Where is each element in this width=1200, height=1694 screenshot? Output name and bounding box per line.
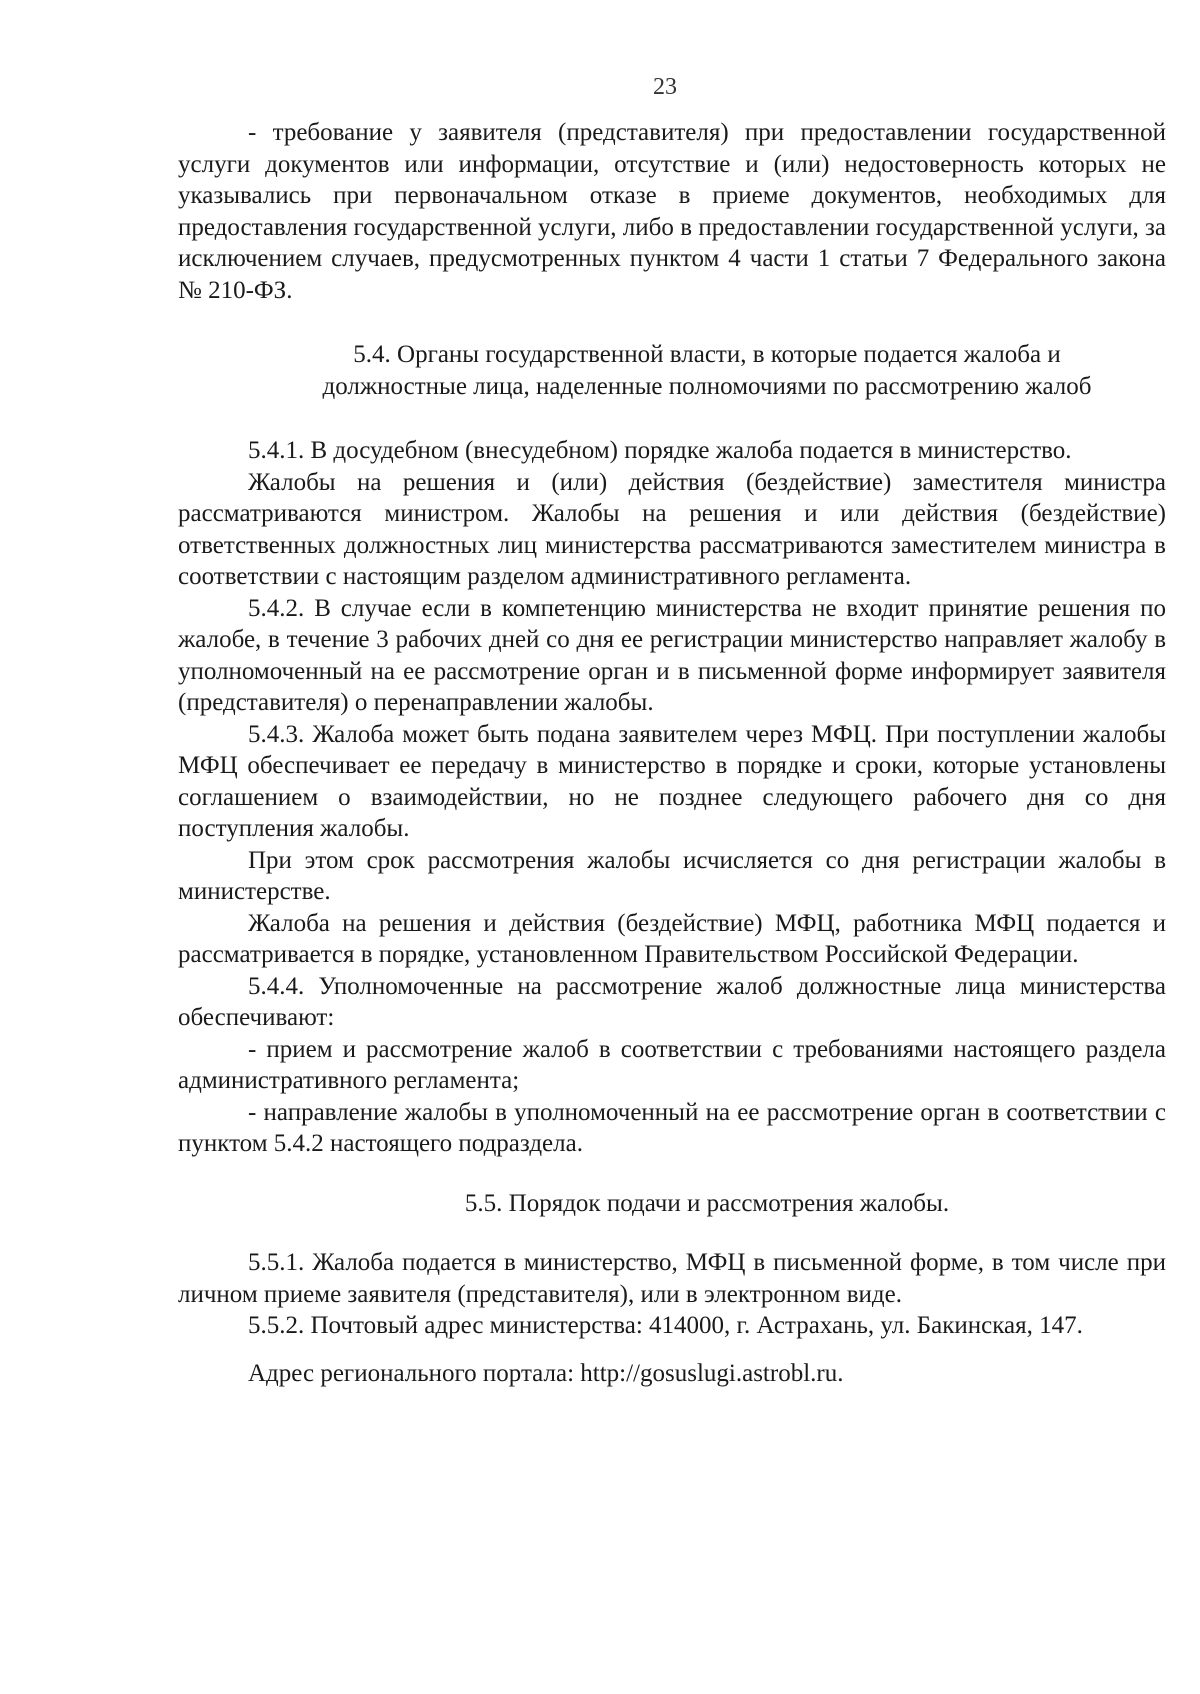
section-5-4-heading-line-2: должностные лица, наделенные полномочиями по рассмотрению жалоб	[322, 372, 1092, 400]
paragraph-5-4-2: 5.4.2. В случае если в компетенцию министерства не входит принятие решения по жалобе, в течение 3 рабочих дней со дня ее регистрации министерство направляет жалобу в уполномоченный на ее рассмотрение орган и в письменной форме информирует заявителя (представителя) о перенаправлении жалобы.	[178, 594, 1166, 716]
intro-paragraph: - требование у заявителя (представителя) при предоставлении государственной услуги документов или информации, отсутствие и (или) недостоверность которых не указывались при первоначальном отказе в приеме документов, необходимых для предоставления государственной услуги, либо в предоставлении государственной услуги, за исключением случаев, предусмотренных пунктом 4 части 1 статьи 7 Федерального закона № 210-ФЗ.	[178, 119, 1166, 304]
section-5-5-heading: 5.5. Порядок подачи и рассмотрения жалобы.	[464, 1189, 950, 1217]
paragraph-5-5-2: 5.5.2. Почтовый адрес министерства: 414000, г. Астрахань, ул. Бакинская, 147.	[248, 1312, 1083, 1339]
paragraph-5-5-1: 5.5.1. Жалоба подается в министерство, МФЦ в письменной форме, в том числе при личном приеме заявителя (представителя), или в электронном виде.	[178, 1249, 1166, 1308]
paragraph-5-4-4: 5.4.4. Уполномоченные на рассмотрение жалоб должностные лица министерства обеспечивают:	[178, 972, 1166, 1031]
paragraph-5-4-1: 5.4.1. В досудебном (внесудебном) порядке жалоба подается в министерство.	[248, 437, 1072, 464]
list-item-redirection: - направление жалобы в уполномоченный на ее рассмотрение орган в соответствии с пунктом 5.4.2 настоящего подраздела.	[178, 1098, 1166, 1157]
list-item-reception: - прием и рассмотрение жалоб в соответствии с требованиями настоящего раздела административного регламента;	[178, 1035, 1166, 1094]
section-5-4-heading	[178, 339, 1166, 402]
paragraph-portal-address: Адрес регионального портала: http://gosuslugi.astrobl.ru.	[248, 1359, 844, 1387]
paragraph-5-4-3: 5.4.3. Жалоба может быть подана заявителем через МФЦ. При поступлении жалобы МФЦ обеспечивает ее передачу в министерство в порядке и сроки, которые установлены соглашением о взаимодействии, но не позднее следующего рабочего дня со дня поступления жалобы.	[178, 720, 1166, 842]
paragraph-complaints-deputy: Жалобы на решения и (или) действия (бездействие) заместителя министра рассматриваются министром. Жалобы на решения и или действия (бездействие) ответственных должностных лиц министерства рассматриваются заместителем министра в соответствии с настоящим разделом административного регламента.	[178, 468, 1166, 590]
paragraph-review-term: При этом срок рассмотрения жалобы исчисляется со дня регистрации жалобы в министерстве.	[178, 846, 1166, 905]
section-5-4-heading-line-1: 5.4. Органы государственной власти, в которые подается жалоба и	[353, 341, 1061, 368]
paragraph-mfc-complaint: Жалоба на решения и действия (бездействие) МФЦ, работника МФЦ подается и рассматривается в порядке, установленном Правительством Российской Федерации.	[178, 909, 1166, 968]
document-body	[178, 117, 1166, 1389]
page-number: 23	[653, 74, 677, 100]
